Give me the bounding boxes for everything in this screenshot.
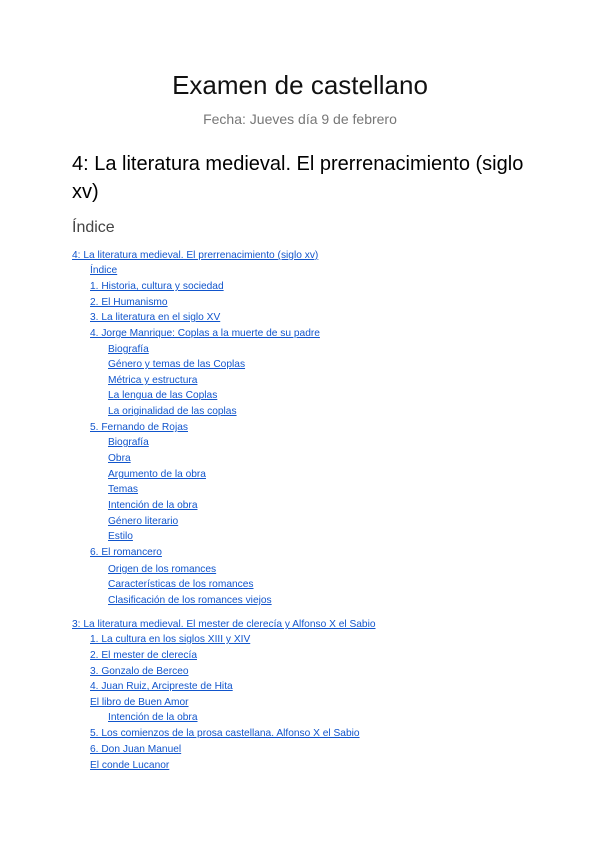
toc-link[interactable]: Origen de los romances [108,564,217,575]
toc-link[interactable]: Métrica y estructura [108,375,198,386]
toc-link[interactable]: 1. La cultura en los siglos XIII y XIV [90,634,251,645]
toc-link[interactable]: Clasificación de los romances viejos [108,595,272,606]
toc-link[interactable]: 5. Fernando de Rojas [90,422,188,433]
toc-link[interactable]: 3. Gonzalo de Berceo [90,666,189,677]
toc-link[interactable]: 4: La literatura medieval. El prerrenacimiento (siglo xv) [72,250,319,261]
toc-link[interactable]: El libro de Buen Amor [90,697,189,708]
toc-link[interactable]: Características de los romances [108,579,254,590]
toc-link[interactable]: 3: La literatura medieval. El mester de clerecía y Alfonso X el Sabio [72,619,376,630]
toc-link[interactable]: Temas [108,484,139,495]
toc-link[interactable]: 4. Juan Ruiz, Arcipreste de Hita [90,681,233,692]
toc-link[interactable]: 5. Los comienzos de la prosa castellana. Alfonso X el Sabio [90,728,360,739]
toc-link[interactable]: Obra [108,453,131,464]
toc-link[interactable]: Estilo [108,531,133,542]
toc-link[interactable]: Argumento de la obra [108,469,206,480]
document-title: Examen de castellano [172,70,428,100]
toc-link[interactable]: 6. El romancero [90,547,162,558]
toc-link[interactable]: 1. Historia, cultura y sociedad [90,281,224,292]
toc-link[interactable]: La lengua de las Coplas [108,390,218,401]
toc-link[interactable]: El conde Lucanor [90,760,170,771]
document-subtitle: Fecha: Jueves día 9 de febrero [203,111,397,127]
toc-link[interactable]: 4. Jorge Manrique: Coplas a la muerte de su padre [90,328,320,339]
toc-link[interactable]: Biografía [108,344,149,355]
toc-link[interactable]: 2. El Humanismo [90,297,168,308]
toc-link[interactable]: Género literario [108,516,179,527]
toc-link[interactable]: 3. La literatura en el siglo XV [90,312,221,323]
toc-link[interactable]: 6. Don Juan Manuel [90,744,182,755]
toc-link[interactable]: Biografía [108,437,149,448]
toc-link[interactable]: Género y temas de las Coplas [108,359,246,370]
index-heading: Índice [72,219,115,236]
toc-link[interactable]: 2. El mester de clerecía [90,650,198,661]
toc-link[interactable]: La originalidad de las coplas [108,406,237,417]
toc-link[interactable]: Intención de la obra [108,712,198,723]
toc-link[interactable]: Índice [90,265,118,276]
section-heading: 4: La literatura medieval. El prerrenacimiento (siglo xv) [72,153,524,203]
toc-link[interactable]: Intención de la obra [108,500,198,511]
